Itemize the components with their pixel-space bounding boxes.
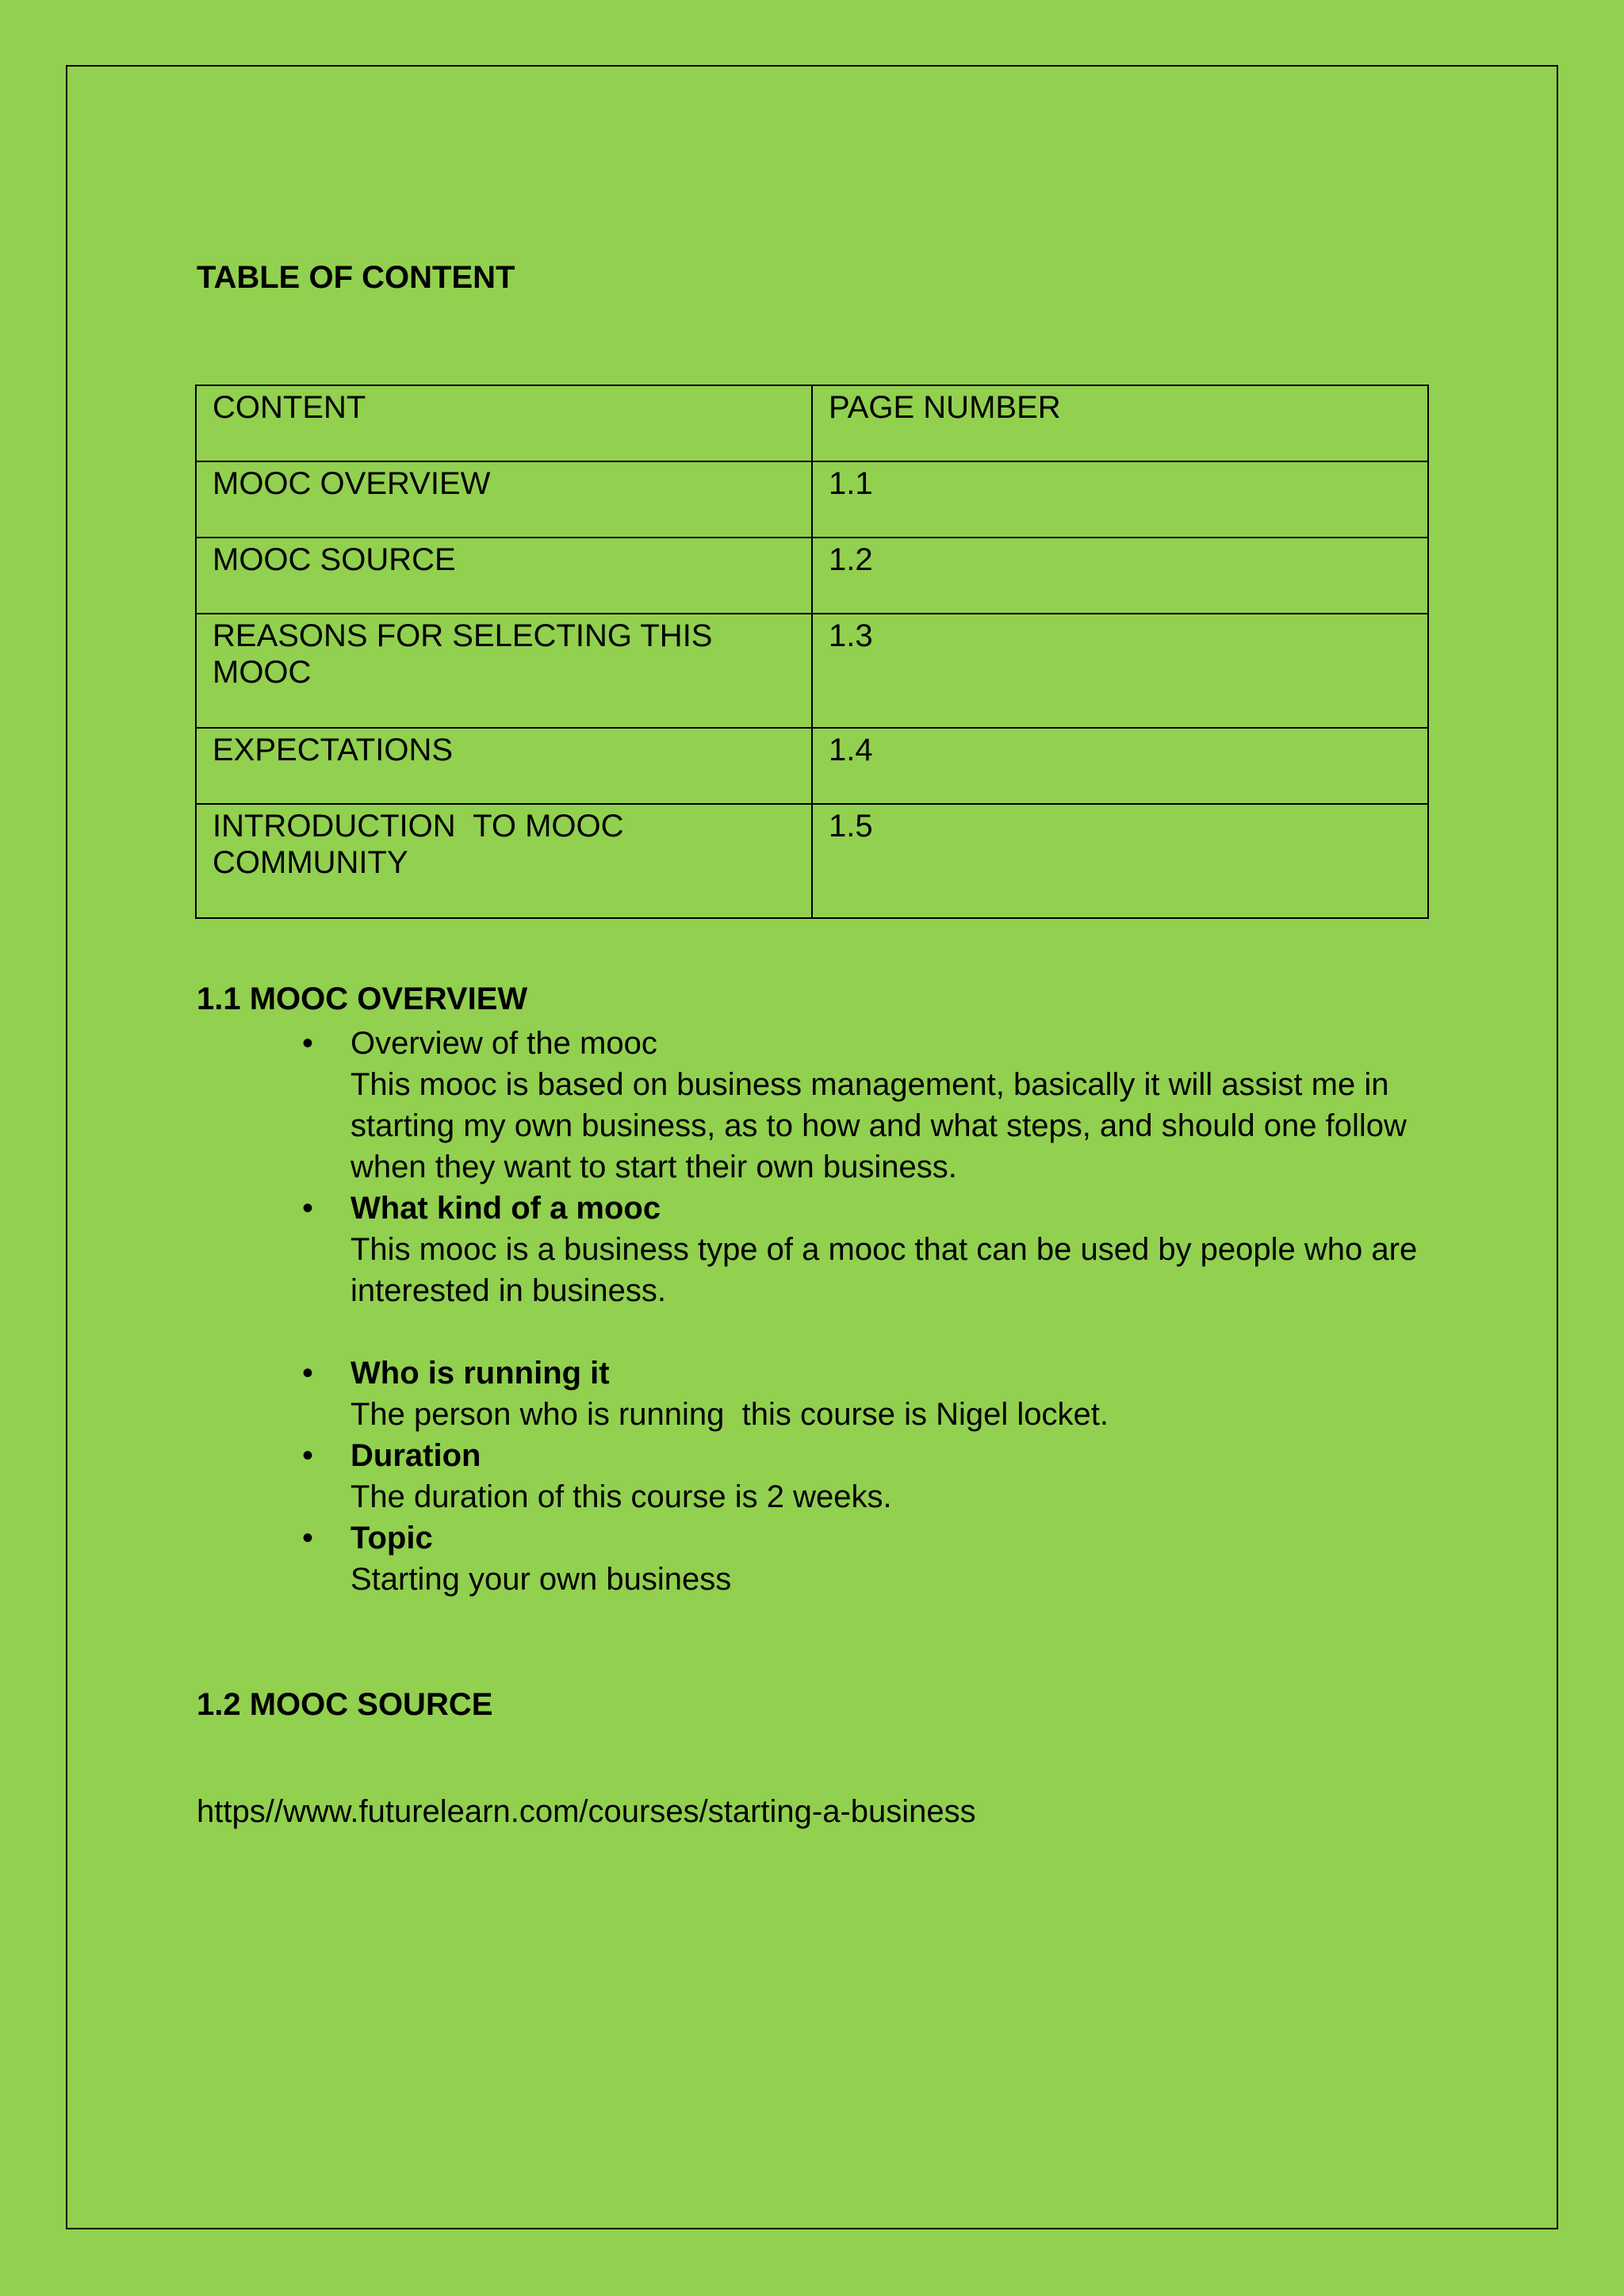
bullet-body: The duration of this course is 2 weeks.: [350, 1479, 892, 1514]
toc-row: [196, 804, 1428, 918]
toc-row: [196, 614, 1428, 728]
overview-list: [197, 1023, 1434, 1600]
source-url: https//www.futurelearn.com/courses/starting-a-business: [197, 1794, 976, 1829]
toc-row-content: [196, 804, 812, 918]
bullet-icon: •: [302, 1356, 314, 1391]
toc-row-page: 1.2: [812, 538, 1428, 614]
toc-row: [196, 538, 1428, 614]
toc-row-content-text: REASONS FOR SELECTING THIS MOOC: [213, 618, 713, 690]
toc-table: [195, 385, 1429, 919]
toc-row: [196, 461, 1428, 538]
bullet-body: This mooc is a business type of a mooc that can be used by people who are interested in business.: [350, 1232, 1418, 1308]
bullet-icon: •: [302, 1521, 314, 1556]
bullet-title: Duration: [350, 1438, 481, 1473]
toc-row-content: EXPECTATIONS: [196, 728, 812, 804]
toc-header-page-number: PAGE NUMBER: [812, 385, 1428, 461]
toc-row-content: MOOC OVERVIEW: [196, 461, 812, 538]
toc-row-page: 1.4: [812, 728, 1428, 804]
bullet-body: This mooc is based on business management, basically it will assist me in starting my own business, as to how and what steps, and should one follow when they want to start their own business.: [350, 1067, 1407, 1184]
list-item: [197, 1353, 1434, 1435]
bullet-icon: •: [302, 1026, 314, 1061]
list-item: [197, 1188, 1434, 1311]
bullet-body: Starting your own business: [350, 1562, 732, 1597]
source-heading: 1.2 MOOC SOURCE: [197, 1687, 493, 1722]
toc-header-row: [196, 385, 1428, 461]
toc-header-content: CONTENT: [196, 385, 812, 461]
toc-row-page: 1.3: [812, 614, 1428, 728]
toc-row: [196, 728, 1428, 804]
bullet-title: What kind of a mooc: [350, 1191, 661, 1226]
list-item: [197, 1435, 1434, 1517]
toc-row-content-text: INTRODUCTION TO MOOC COMMUNITY: [213, 809, 633, 880]
bullet-body: The person who is running this course is Nigel locket.: [350, 1397, 1109, 1432]
bullet-title: Who is running it: [350, 1356, 610, 1391]
bullet-icon: •: [302, 1191, 314, 1226]
toc-row-content: MOOC SOURCE: [196, 538, 812, 614]
toc-row-page: 1.5: [812, 804, 1428, 918]
list-item: [197, 1023, 1434, 1188]
toc-title: TABLE OF CONTENT: [197, 260, 515, 295]
toc-row-page: 1.1: [812, 461, 1428, 538]
toc-row-content: [196, 614, 812, 728]
list-item: [197, 1517, 1434, 1600]
overview-heading: 1.1 MOOC OVERVIEW: [197, 982, 528, 1016]
bullet-icon: •: [302, 1438, 314, 1473]
bullet-title: Overview of the mooc: [350, 1026, 657, 1061]
spacer: [197, 1311, 1434, 1353]
bullet-title: Topic: [350, 1521, 433, 1556]
